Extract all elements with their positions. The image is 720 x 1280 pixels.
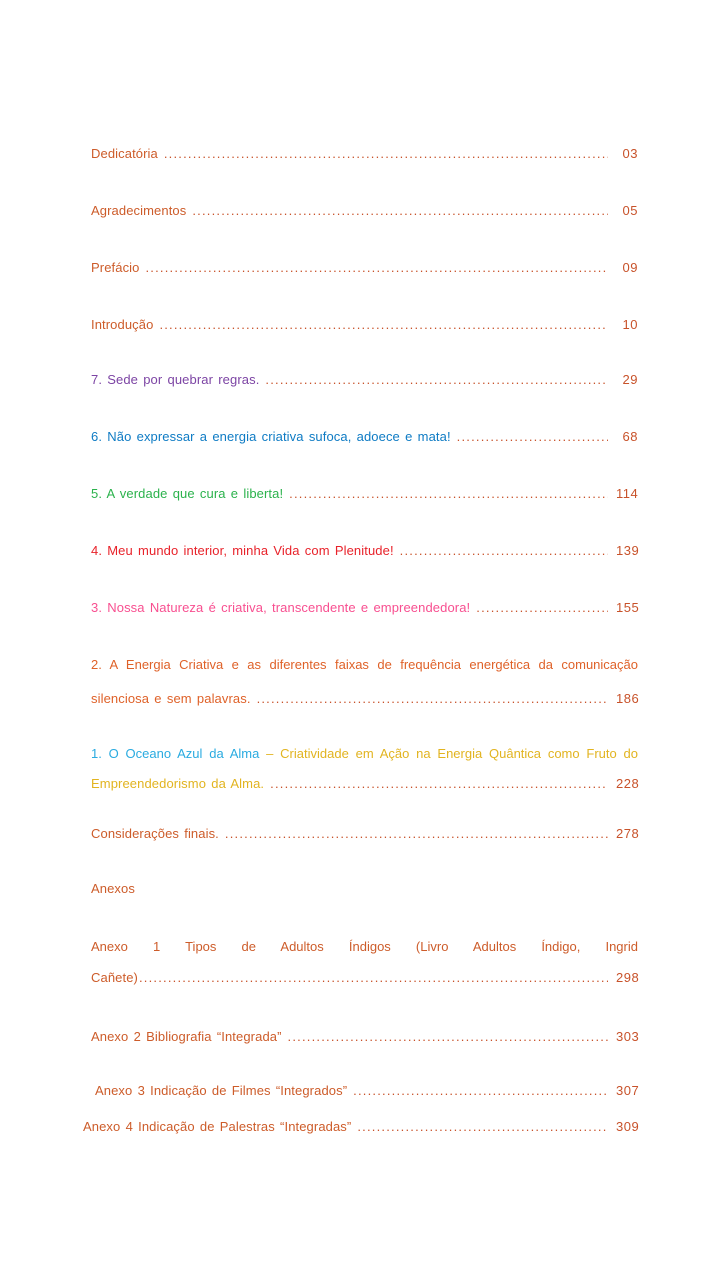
toc-entry <box>91 824 638 843</box>
toc-entry-title: Dedicatória <box>91 146 158 161</box>
page-number: 09 <box>622 260 638 275</box>
toc-entry <box>91 315 638 334</box>
toc-entry-title: 3. Nossa Natureza é criativa, transcendente e empreendedora! <box>91 600 471 615</box>
toc-entry <box>91 541 638 560</box>
toc-entry <box>91 744 638 793</box>
dot-leader <box>288 1027 608 1046</box>
toc-entry <box>91 144 638 163</box>
page-number: 307 <box>616 1083 640 1098</box>
dot-leader <box>457 427 608 446</box>
toc-entry-title: 2. A Energia Criativa e as diferentes faixas de frequência energética da comunicação <box>91 657 638 672</box>
toc-entry-title-continued: silenciosa e sem palavras. <box>91 691 251 706</box>
dot-leader <box>159 315 608 334</box>
toc-entry <box>91 370 638 389</box>
dot-leader <box>265 370 608 389</box>
toc-entry-title: Anexo 2 Bibliografia “Integrada” <box>91 1029 282 1044</box>
toc-entry-title: Considerações finais. <box>91 826 219 841</box>
dot-leader <box>139 968 608 987</box>
toc-section-heading <box>91 879 638 898</box>
page-number: 29 <box>622 372 638 387</box>
toc-entry <box>91 484 638 503</box>
page-number: 278 <box>616 826 640 841</box>
dot-leader <box>192 201 608 220</box>
toc-entry-title: 7. Sede por quebrar regras. <box>91 372 260 387</box>
page-number: 186 <box>616 691 640 706</box>
dot-leader <box>476 598 608 617</box>
page-number: 68 <box>622 429 638 444</box>
toc-entry-title: Introdução <box>91 317 154 332</box>
page-number: 10 <box>622 317 638 332</box>
toc-entry-line1 <box>91 655 638 674</box>
toc-entry-title: 4. Meu mundo interior, minha Vida com Plenitude! <box>91 543 394 558</box>
toc-entry-title-segment: – Criatividade em Ação na Energia Quântica como Fruto do <box>266 746 638 761</box>
page-number: 05 <box>622 203 638 218</box>
toc-entry-title: Anexo 3 Indicação de Filmes “Integrados” <box>95 1083 348 1098</box>
page-number: 298 <box>616 970 640 985</box>
dot-leader <box>164 144 608 163</box>
toc-entry-title: 6. Não expressar a energia criativa sufoca, adoece e mata! <box>91 429 451 444</box>
toc-entry <box>95 1081 638 1100</box>
toc-entry <box>91 655 638 708</box>
dot-leader <box>146 258 609 277</box>
page-number: 309 <box>616 1119 640 1134</box>
dot-leader <box>270 774 608 793</box>
toc-entry-title: 1. O Oceano Azul da Alma <box>91 746 260 761</box>
dot-leader <box>400 541 608 560</box>
page-number: 03 <box>622 146 638 161</box>
toc-entry <box>91 937 638 987</box>
toc-entry-title: Anexos <box>91 881 135 896</box>
dot-leader <box>289 484 608 503</box>
toc-entry-line1 <box>91 744 638 763</box>
toc-entry-title: Anexo 4 Indicação de Palestras “Integradas” <box>83 1119 352 1134</box>
page-number: 155 <box>616 600 640 615</box>
dot-leader <box>225 824 608 843</box>
page-number: 139 <box>616 543 640 558</box>
dot-leader <box>357 1117 608 1136</box>
toc-entry <box>91 427 638 446</box>
dot-leader <box>353 1081 608 1100</box>
page-number: 114 <box>616 486 639 501</box>
toc-entry-title-continued: Cañete) <box>91 970 138 985</box>
toc-entry-title-continued: Empreendedorismo da Alma. <box>91 776 265 791</box>
toc-entry <box>91 1027 638 1046</box>
toc-entry <box>91 201 638 220</box>
page-number: 228 <box>616 776 640 791</box>
dot-leader <box>257 689 608 708</box>
page-number: 303 <box>616 1029 640 1044</box>
toc-entry-title: Agradecimentos <box>91 203 187 218</box>
toc-entry-title: Anexo 1 Tipos de Adultos Índigos (Livro Adultos Índigo, Ingrid <box>91 939 638 954</box>
toc-entry-title: 5. A verdade que cura e liberta! <box>91 486 284 501</box>
toc-entry <box>91 258 638 277</box>
toc-entry-title: Prefácio <box>91 260 140 275</box>
toc-entry-line1 <box>91 937 638 956</box>
toc-entry <box>91 598 638 617</box>
toc-entry <box>83 1117 638 1136</box>
